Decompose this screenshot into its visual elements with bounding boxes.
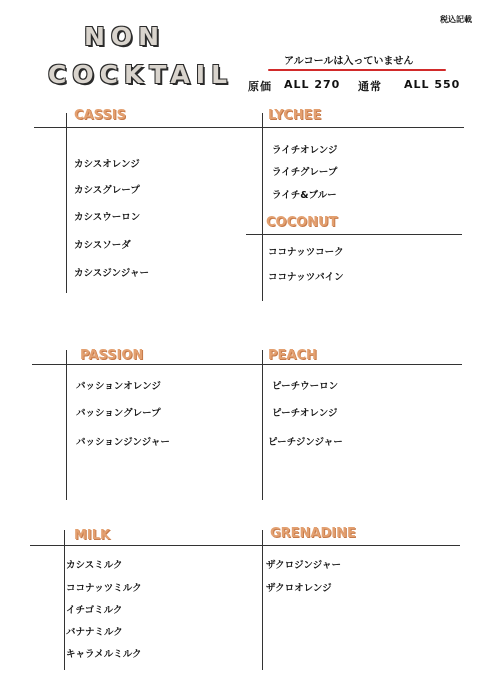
notice-underline xyxy=(268,69,446,71)
menu-item: カシスミルク xyxy=(66,560,123,571)
menu-item: ピーチジンジャー xyxy=(268,437,343,448)
price-value-regular: ALL 550 xyxy=(404,78,461,91)
menu-title-line2: COCKTAIL xyxy=(48,60,234,89)
menu-item: キャラメルミルク xyxy=(66,649,142,660)
menu-item: ザクロオレンジ xyxy=(266,583,332,594)
divider-lychee xyxy=(262,113,263,301)
menu-item: パッションジンジャー xyxy=(76,437,170,448)
menu-item: ライチグレープ xyxy=(272,167,338,178)
section-title-cassis: CASSIS xyxy=(74,108,126,123)
menu-item: ライチオレンジ xyxy=(272,145,338,156)
price-label-cost: 原価 xyxy=(248,80,272,93)
menu-item: カシスジンジャー xyxy=(74,268,150,279)
divider-middle xyxy=(32,364,462,365)
menu-item: カシスソーダ xyxy=(74,240,131,251)
divider-top xyxy=(34,127,464,128)
divider-bottom xyxy=(30,545,460,546)
tax-note: 税込記載 xyxy=(440,15,472,24)
divider-passion xyxy=(66,350,67,500)
menu-item: ピーチオレンジ xyxy=(272,408,338,419)
menu-item: ザクロジンジャー xyxy=(266,560,341,571)
divider-coconut xyxy=(246,234,462,235)
divider-peach xyxy=(262,350,263,500)
menu-item: カシスグレープ xyxy=(74,185,140,196)
section-title-coconut: COCONUT xyxy=(266,215,338,230)
section-title-peach: PEACH xyxy=(268,348,317,363)
menu-item: カシスオレンジ xyxy=(74,159,140,170)
section-title-lychee: LYCHEE xyxy=(268,108,322,123)
price-value-cost: ALL 270 xyxy=(284,78,341,91)
menu-item: パッションオレンジ xyxy=(76,381,161,392)
section-title-passion: PASSION xyxy=(80,348,144,363)
menu-item: ライチ&ブルー xyxy=(272,190,337,201)
price-label-regular: 通常 xyxy=(358,80,382,93)
menu-title-line1: NON xyxy=(84,22,166,51)
no-alcohol-notice: アルコールは入っていません xyxy=(284,56,414,67)
section-title-grenadine: GRENADINE xyxy=(270,526,356,541)
menu-item: カシスウーロン xyxy=(74,212,141,223)
menu-item: ピーチウーロン xyxy=(272,381,339,392)
menu-item: パッショングレープ xyxy=(76,408,161,419)
menu-item: ココナッツコーク xyxy=(268,247,344,258)
divider-grenadine xyxy=(262,530,263,670)
menu-item: ココナッツミルク xyxy=(66,583,142,594)
menu-item: イチゴミルク xyxy=(66,605,123,616)
divider-cassis xyxy=(66,113,67,293)
menu-item: ココナッツパイン xyxy=(268,272,344,283)
menu-item: バナナミルク xyxy=(66,627,123,638)
section-title-milk: MILK xyxy=(74,528,111,543)
divider-milk xyxy=(64,530,65,670)
